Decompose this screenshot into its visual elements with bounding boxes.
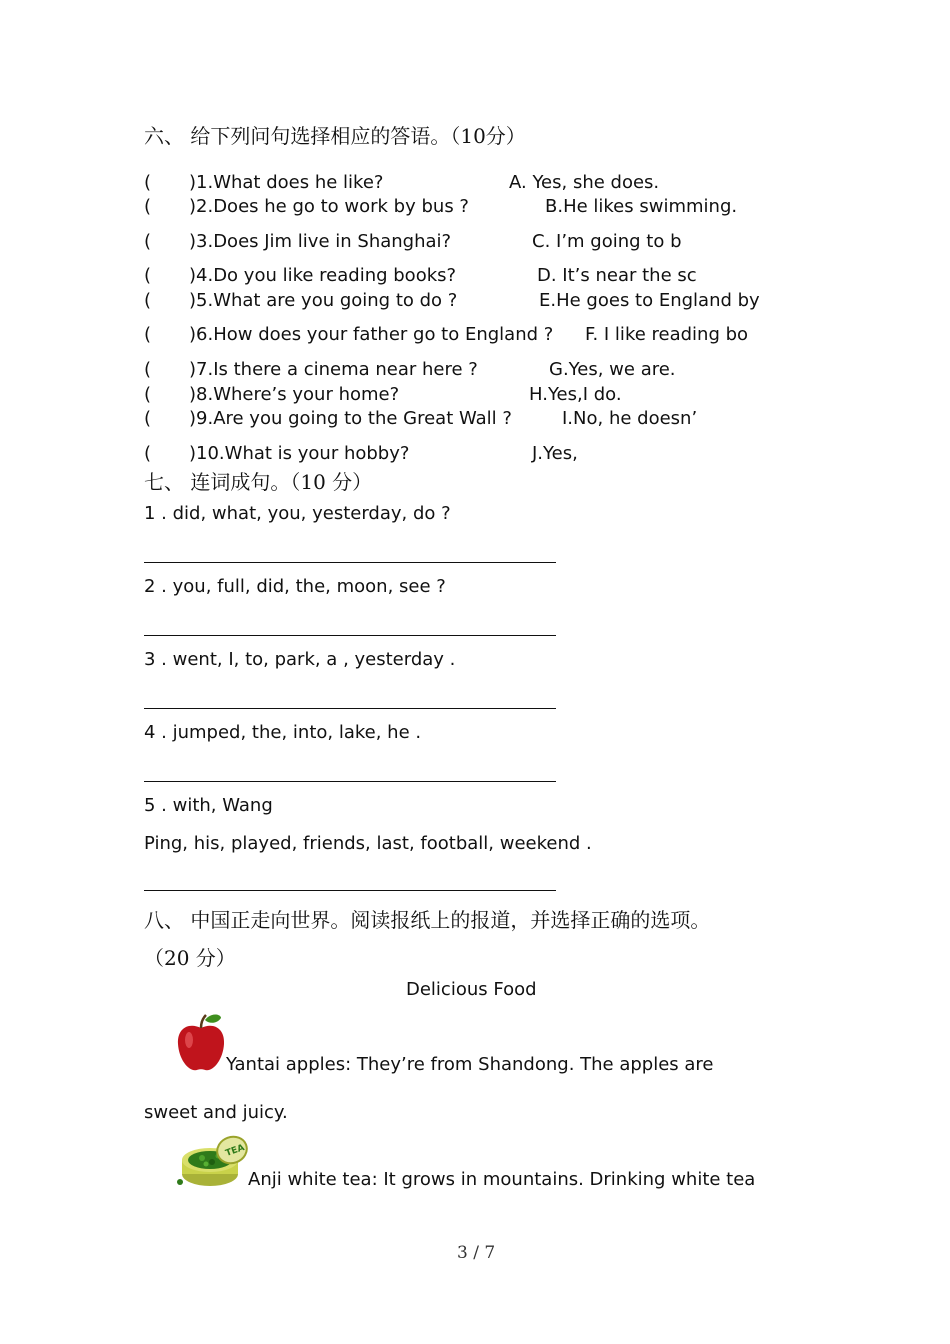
article-title: Delicious Food [406, 979, 537, 1000]
section-8-heading: 八、 中国正走向世界。阅读报纸上的报道，并选择正确的选项。 [144, 908, 711, 932]
tea-can-icon [174, 1134, 250, 1192]
matching-answer-c: C. I’m going to b [532, 231, 682, 252]
answer-bracket-open[interactable]: ( [144, 359, 152, 380]
tea-description: Anji white tea: It grows in mountains. Drinking white tea [248, 1169, 756, 1190]
reorder-sentence-4: 4 . jumped, the, into, lake, he . [144, 722, 422, 743]
matching-answer-f: F. I like reading bo [585, 324, 749, 345]
section-6-heading: 六、 给下列问句选择相应的答语。（10分） [144, 124, 526, 148]
answer-line-4[interactable] [144, 781, 556, 782]
answer-bracket-open[interactable]: ( [144, 231, 152, 252]
answer-line-1[interactable] [144, 562, 556, 563]
matching-question-7: )7.Is there a cinema near here ? [189, 359, 478, 380]
matching-question-3: )3.Does Jim live in Shanghai? [189, 231, 452, 252]
matching-answer-j: J.Yes, [532, 443, 578, 464]
answer-bracket-open[interactable]: ( [144, 196, 152, 217]
answer-bracket-open[interactable]: ( [144, 290, 152, 311]
apple-description: Yantai apples: They’re from Shandong. The apples are [226, 1054, 714, 1075]
reorder-sentence-5-cont: Ping, his, played, friends, last, football, weekend . [144, 833, 592, 854]
answer-bracket-open[interactable]: ( [144, 408, 152, 429]
matching-answer-a: A. Yes, she does. [509, 172, 660, 193]
matching-question-8: )8.Where’s your home? [189, 384, 400, 405]
matching-question-10: )10.What is your hobby? [189, 443, 410, 464]
reorder-sentence-5: 5 . with, Wang [144, 795, 273, 816]
page-number: 3 / 7 [457, 1243, 496, 1263]
apple-icon [175, 1012, 227, 1074]
answer-line-2[interactable] [144, 635, 556, 636]
answer-line-3[interactable] [144, 708, 556, 709]
tea-can-label: TEA [224, 1142, 246, 1159]
answer-bracket-open[interactable]: ( [144, 384, 152, 405]
answer-line-5[interactable] [144, 890, 556, 891]
answer-bracket-open[interactable]: ( [144, 324, 152, 345]
reorder-sentence-3: 3 . went, I, to, park, a , yesterday . [144, 649, 456, 670]
matching-question-2: )2.Does he go to work by bus ? [189, 196, 469, 217]
matching-answer-h: H.Yes,I do. [529, 384, 622, 405]
answer-bracket-open[interactable]: ( [144, 265, 152, 286]
answer-bracket-open[interactable]: ( [144, 443, 152, 464]
matching-answer-e: E.He goes to England by [539, 290, 760, 311]
reorder-sentence-1: 1 . did, what, you, yesterday, do ? [144, 503, 451, 524]
matching-answer-b: B.He likes swimming. [545, 196, 738, 217]
matching-answer-g: G.Yes, we are. [549, 359, 676, 380]
matching-question-6: )6.How does your father go to England ? [189, 324, 554, 345]
matching-answer-i: I.No, he doesn’ [562, 408, 698, 429]
matching-answer-d: D. It’s near the sc [537, 265, 697, 286]
matching-question-1: )1.What does he like? [189, 172, 384, 193]
reorder-sentence-2: 2 . you, full, did, the, moon, see ? [144, 576, 446, 597]
matching-question-5: )5.What are you going to do ? [189, 290, 458, 311]
matching-question-9: )9.Are you going to the Great Wall ? [189, 408, 512, 429]
matching-question-4: )4.Do you like reading books? [189, 265, 457, 286]
section-7-heading: 七、 连词成句。（10 分） [144, 470, 373, 494]
section-8-heading-score: （20 分） [144, 946, 236, 970]
apple-description-cont: sweet and juicy. [144, 1102, 288, 1123]
answer-bracket-open[interactable]: ( [144, 172, 152, 193]
